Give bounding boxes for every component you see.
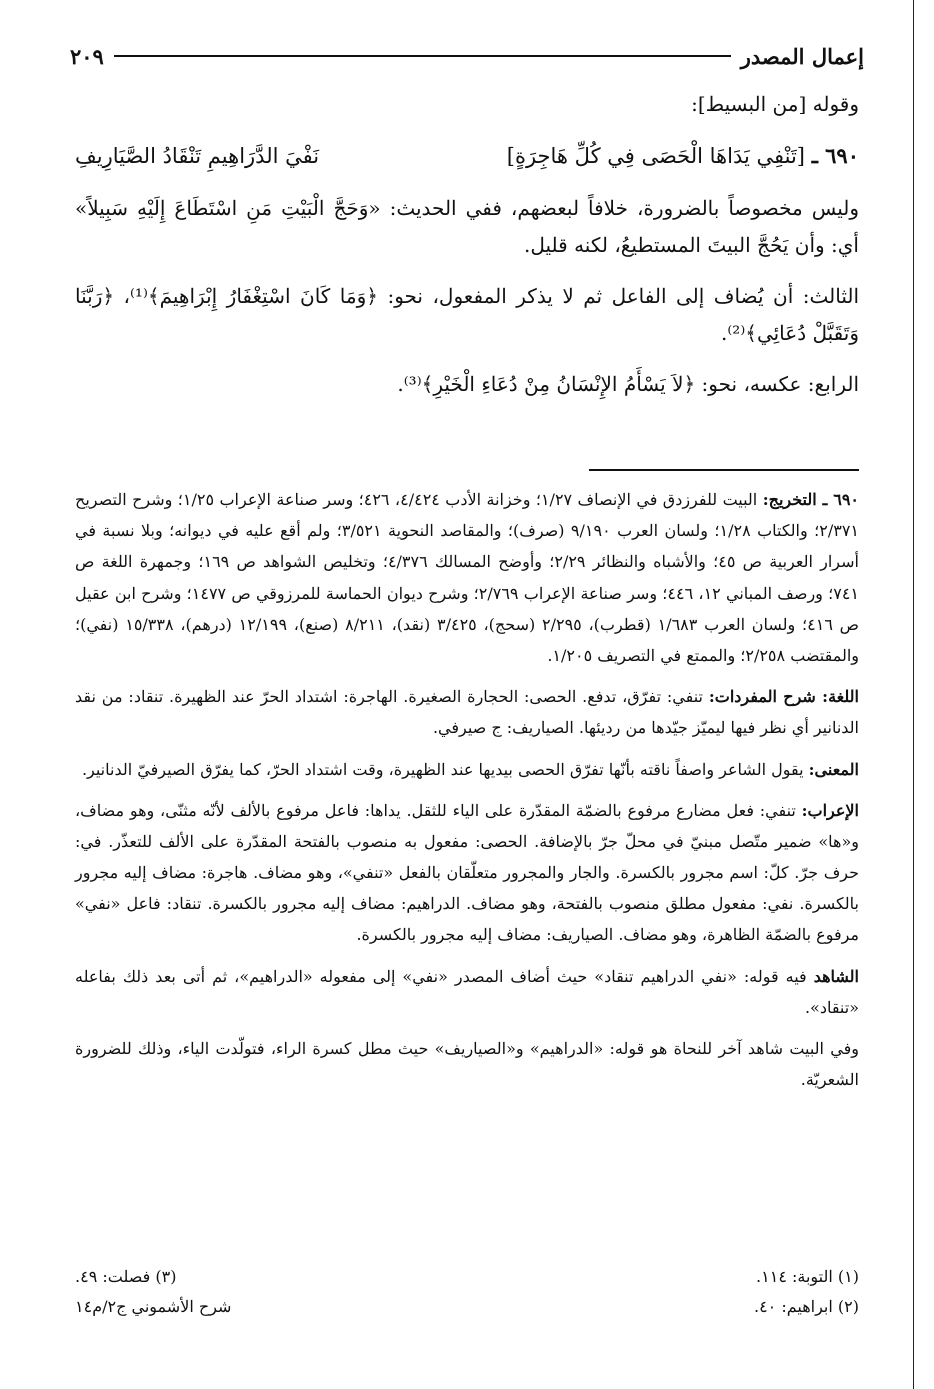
chapter-title: إعمال المصدر bbox=[740, 43, 864, 69]
irab-text: تنفي: فعل مضارع مرفوع بالضمّة المقدّرة على الياء للثقل. يداها: فاعل مرفوع بالألف لأنّه مثنّى، وهو مضاف، و«ها» ضمير متّصل مبنيّ في محلّ جرّ بالإضافة. الحصى: مفعول به منصوب بالفتحة المقدّرة على الألف للتعذّر. في: حرف جرّ. كلّ: اسم مجرور بالكسرة. والجار والمجرور متعلّقان بالفعل «تنفي»، وهو مضاف. هاجرة: مضاف إليه مجرور بالكسرة. نفي: مفعول مطلق منصوب بالفتحة، وهو مضاف. الدراهيم: مضاف إليه مجرور بالكسرة. تنقاد: فاعل «نفي» مرفوع بالضمّة الظاهرة، وهو مضاف. الصياريف: مضاف إليه مجرور بالكسرة. bbox=[75, 800, 860, 945]
hemistich-1: [تَنْفِي يَدَاهَا الْحَصَى فِي كُلِّ هَاجِرَةٍ] bbox=[506, 144, 805, 168]
paragraph-fourth-case: الرابع: عكسه، نحو: ﴿لاَ يَسْأَمُ الإِنْسَانُ مِنْ دُعَاءِ الْخَيْرِ﴾⁽³⁾. bbox=[397, 371, 859, 396]
shahid-text: فيه قوله: «نفي الدراهيم تنقاد» حيث أضاف المصدر «نفي» إلى مفعوله «الدراهيم»، ثم أتى بعد ذلك بفاعله «تنقاد». bbox=[75, 966, 859, 1017]
irab-label: الإعراب: bbox=[801, 800, 859, 820]
footnotes bbox=[75, 1262, 859, 1322]
signature-mark: شرح الأشموني ج٢/م١٤ bbox=[75, 1297, 232, 1316]
footnote-row-2 bbox=[75, 1292, 859, 1322]
footnote-3: (٣) فصلت: ٤٩. bbox=[75, 1267, 177, 1286]
commentary-notes bbox=[75, 484, 859, 1105]
lugha-label: اللغة: شرح المفردات: bbox=[708, 687, 860, 707]
page-number: ٢٠٩ bbox=[70, 43, 104, 69]
shahid-label: الشاهد bbox=[813, 966, 859, 986]
footnote-1: (١) التوبة: ١١٤. bbox=[756, 1267, 859, 1286]
takhrij-text: البيت للفرزدق في الإنصاف ١/٢٧؛ وخزانة الأدب ٤/٤٢٤، ٤٢٦؛ وسر صناعة الإعراب ١/٢٥؛ وشرح التصريح ٢/٣٧١؛ والكتاب ١/٢٨؛ ولسان العرب ٩/١٩٠ (صرف)؛ والمقاصد النحوية ٣/٥٢١؛ ولم أقع عليه في ديوانه؛ وبلا نسبة في أسرار العربية ص ٤٥؛ والأشباه والنظائر ٢/٢٩؛ وأوضح المسالك ٤/٣٧٦؛ وتخليص الشواهد ص ١٦٩؛ وجمهرة اللغة ص ٧٤١؛ ورصف المباني ١٢، ٤٤٦؛ وسر صناعة الإعراب ٢/٧٦٩؛ وشرح ديوان الحماسة للمرزوقي ص ١٤٧٧؛ وشرح ابن عقيل ص ٤١٦؛ ولسان العرب ١/٦٨٣ (قطرب)، ٢/٢٩٥ (سحج)، ٣/٤٢٥ (نقد)، ٨/٢١١ (صنع)، ١٢/١٩٩ (درهم)، ١٥/٣٣٨ (نفي)؛ والمقتضب ٢/٢٥٨؛ والممتع في التصريف ١/٢٠٥. bbox=[75, 490, 860, 665]
verse-number: ٦٩٠ ـ bbox=[811, 143, 859, 168]
binding-edge-line bbox=[913, 0, 914, 1389]
maana-label: المعنى: bbox=[808, 759, 859, 779]
footnote-separator bbox=[589, 469, 859, 471]
note-takhrij bbox=[75, 484, 859, 671]
maana-text: يقول الشاعر واصفاً ناقته بأنّها تفرّق الحصى بيديها عند الظهيرة، وقت اشتداد الحرّ، كما يفرّق الصيرفيّ الدنانير. bbox=[81, 759, 804, 779]
note-extra: وفي البيت شاهد آخر للنحاة هو قوله: «الدراهيم» و«الصياريف» حيث مطل كسرة الراء، فتولّدت الياء، وذلك للضرورة الشعريّة. bbox=[75, 1039, 859, 1090]
note-irab bbox=[75, 795, 859, 951]
running-header bbox=[70, 40, 864, 72]
verse-690 bbox=[75, 137, 859, 176]
verse-intro: وقوله [من البسيط]: bbox=[691, 92, 859, 116]
footnote-row-1 bbox=[75, 1262, 859, 1292]
header-rule bbox=[114, 55, 731, 57]
paragraph-third-case: الثالث: أن يُضاف إلى الفاعل ثم لا يذكر المفعول، نحو: ﴿وَمَا كَانَ اسْتِغْفَارُ إِبْرَاهِيمَ﴾⁽¹⁾، ﴿رَبَّنَا وَتَقَبَّلْ دُعَائِي﴾⁽²⁾. bbox=[75, 283, 859, 345]
hemistich-2: نَفْيَ الدَّرَاهِيمِ تَنْقَادُ الصَّيَارِيفِ bbox=[75, 144, 320, 168]
takhrij-label: ٦٩٠ ـ التخريج: bbox=[762, 490, 860, 509]
footnote-2: (٢) ابراهيم: ٤٠. bbox=[753, 1297, 859, 1316]
paragraph-hadith: وليس مخصوصاً بالضرورة، خلافاً لبعضهم، ففي الحديث: «وَحَجَّ الْبَيْتِ مَنِ اسْتَطَاعَ إِلَيْهِ سَبِيلاً» أي: وأن يَحُجَّ البيتَ المستطيعُ، لكنه قليل. bbox=[75, 195, 859, 257]
note-maana bbox=[75, 754, 859, 785]
note-lugha bbox=[75, 681, 859, 743]
lugha-text: تنفي: تفرّق، تدفع. الحصى: الحجارة الصغيرة. الهاجرة: اشتداد الحرّ عند الظهيرة. تنقاد: من نقد الدنانير أي نظر فيها ليميّز جيّدها من رديئها. الصياريف: ج صيرفي. bbox=[75, 687, 859, 738]
verse-first-half bbox=[507, 137, 859, 176]
main-text bbox=[75, 86, 859, 417]
note-shahid bbox=[75, 961, 859, 1023]
